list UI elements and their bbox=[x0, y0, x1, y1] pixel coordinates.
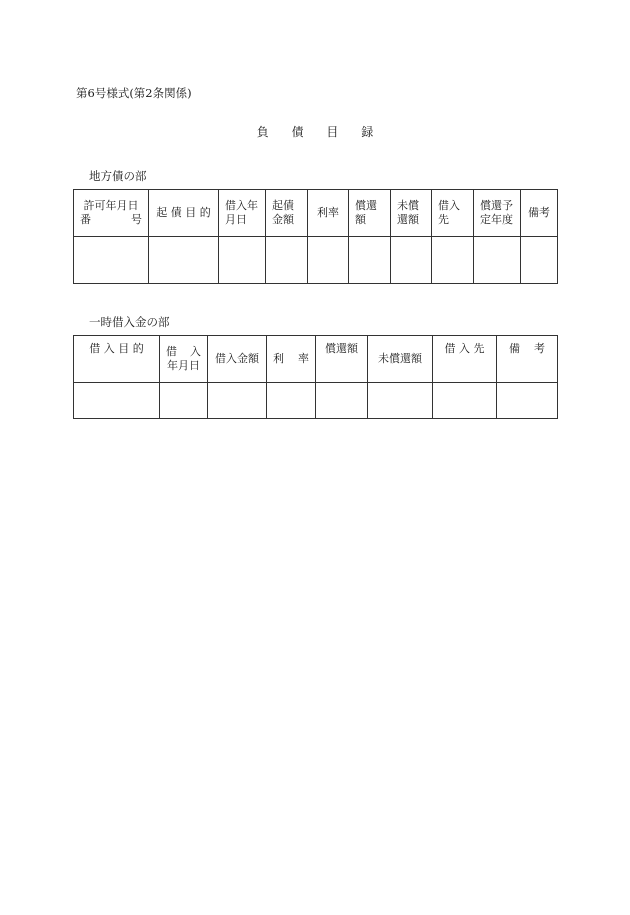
entry-cell[interactable] bbox=[316, 383, 368, 419]
entry-cell[interactable] bbox=[266, 237, 308, 284]
header-loan-unrepaid: 未償還額 bbox=[368, 336, 433, 383]
header-lender bbox=[432, 190, 474, 237]
temp-loan-table bbox=[73, 335, 558, 419]
entry-cell[interactable] bbox=[432, 237, 474, 284]
entry-cell[interactable] bbox=[74, 237, 149, 284]
local-debt-heading: 地方債の部 bbox=[89, 169, 147, 183]
header-interest-rate: 利率 bbox=[308, 190, 349, 237]
entry-cell[interactable] bbox=[368, 383, 433, 419]
entry-cell[interactable] bbox=[474, 237, 521, 284]
entry-cell[interactable] bbox=[160, 383, 208, 419]
entry-cell[interactable] bbox=[149, 237, 219, 284]
document-title: 負 債 目 録 bbox=[256, 125, 374, 139]
header-loan-amount: 借入金額 bbox=[208, 336, 267, 383]
header-schedule-line2: 定年度 bbox=[480, 213, 513, 226]
header-permit-date-number bbox=[74, 190, 149, 237]
header-loan-purpose: 借 入 目 的 bbox=[74, 336, 160, 383]
entry-cell[interactable] bbox=[74, 383, 160, 419]
header-loan-rate-text bbox=[267, 352, 315, 366]
header-lender-line2: 先 bbox=[438, 213, 449, 226]
header-permit-ban: 番 bbox=[80, 213, 91, 226]
local-debt-entry-row bbox=[74, 237, 558, 284]
form-number: 第6号様式(第2条関係) bbox=[76, 86, 192, 100]
entry-cell[interactable] bbox=[219, 237, 266, 284]
local-debt-table bbox=[73, 189, 558, 284]
header-loan-date-line1 bbox=[160, 345, 207, 359]
temp-loan-header-row bbox=[74, 336, 558, 383]
header-borrow-date-line1: 借入年 bbox=[225, 199, 258, 212]
header-bond-purpose: 起 債 目 的 bbox=[149, 190, 219, 237]
header-repayment-schedule bbox=[474, 190, 521, 237]
entry-cell[interactable] bbox=[308, 237, 349, 284]
header-loan-date-line2: 年月日 bbox=[167, 359, 200, 372]
header-permit-line2 bbox=[74, 213, 148, 227]
header-unrepaid-line2: 還額 bbox=[397, 213, 419, 226]
header-loan-remarks-bi: 備 bbox=[509, 342, 520, 355]
header-loan-remarks-kou: 考 bbox=[534, 342, 545, 355]
header-repaid-line1: 償還 bbox=[355, 199, 377, 212]
entry-cell[interactable] bbox=[521, 237, 558, 284]
header-bond-amount-line1: 起債 bbox=[272, 199, 294, 212]
header-loan-rate-ri: 利 bbox=[273, 352, 284, 365]
header-loan-lender: 借 入 先 bbox=[433, 336, 497, 383]
header-repaid-line2: 額 bbox=[355, 213, 366, 226]
header-permit-line1: 許可年月日 bbox=[83, 199, 139, 212]
header-schedule-line1: 償還予 bbox=[480, 199, 513, 212]
header-borrow-date bbox=[219, 190, 266, 237]
header-bond-amount bbox=[266, 190, 308, 237]
entry-cell[interactable] bbox=[208, 383, 267, 419]
header-repaid-amount bbox=[349, 190, 391, 237]
entry-cell[interactable] bbox=[497, 383, 558, 419]
header-loan-remarks bbox=[497, 336, 558, 383]
entry-cell[interactable] bbox=[349, 237, 391, 284]
header-loan-date-iri: 入 bbox=[190, 345, 201, 358]
entry-cell[interactable] bbox=[267, 383, 316, 419]
temp-loan-heading: 一時借入金の部 bbox=[89, 315, 170, 329]
header-borrow-date-line2: 月日 bbox=[225, 213, 247, 226]
header-lender-line1: 借入 bbox=[438, 199, 460, 212]
header-remarks: 備考 bbox=[521, 190, 558, 237]
header-loan-repaid: 償還額 bbox=[316, 336, 368, 383]
header-loan-remarks-text bbox=[497, 342, 557, 356]
header-bond-amount-line2: 金額 bbox=[272, 213, 294, 226]
header-unrepaid-line1: 未償 bbox=[397, 199, 419, 212]
header-loan-date-kari: 借 bbox=[166, 345, 177, 358]
entry-cell[interactable] bbox=[433, 383, 497, 419]
temp-loan-entry-row bbox=[74, 383, 558, 419]
header-permit-go: 号 bbox=[131, 213, 142, 226]
header-loan-rate bbox=[267, 336, 316, 383]
header-loan-rate-ritsu: 率 bbox=[298, 352, 309, 365]
header-unrepaid-amount bbox=[391, 190, 432, 237]
local-debt-header-row bbox=[74, 190, 558, 237]
header-loan-date bbox=[160, 336, 208, 383]
entry-cell[interactable] bbox=[391, 237, 432, 284]
